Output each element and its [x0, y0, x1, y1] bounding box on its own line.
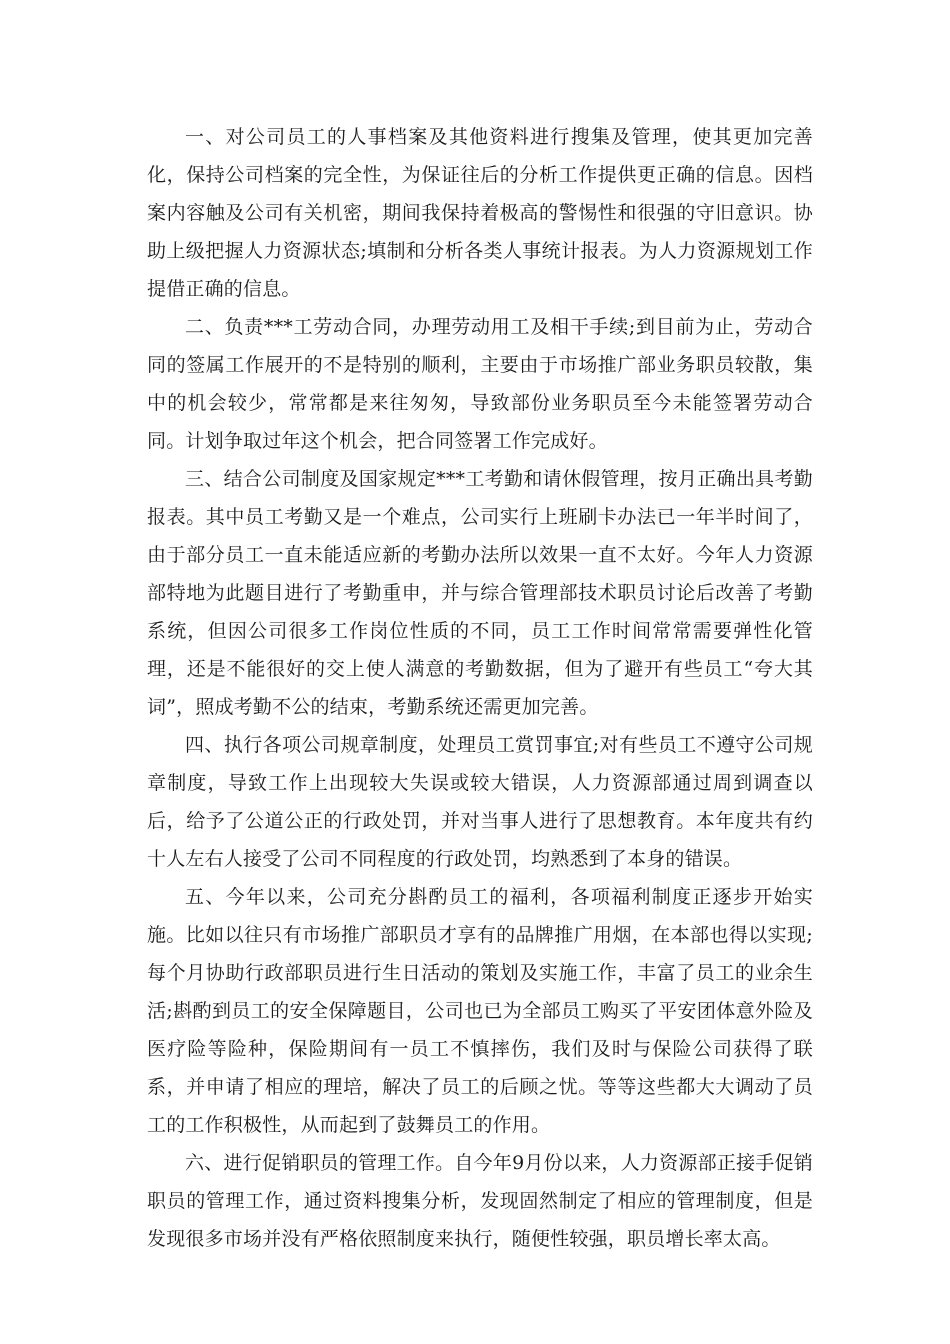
- paragraph-5: 五、今年以来，公司充分斟酌员工的福利，各项福利制度正逐步开始实施。比如以往只有市场推广部职员才享有的品牌推广用烟，在本部也得以实现;每个月协助行政部职员进行生日活动的策划及实施工作，丰富了员工的业余生活;斟酌到员工的安全保障题目，公司也已为全部员工购买了平安团体意外险及医疗险等险种，保险期间有一员工不慎摔伤，我们及时与保险公司获得了联系，并申请了相应的理培，解决了员工的后顾之忧。等等这些都大大调动了员工的工作积极性，从而起到了鼓舞员工的作用。: [147, 886, 813, 1136]
- document-body: [147, 118, 813, 1258]
- paragraph-2: 二、负责***工劳动合同，办理劳动用工及相干手续;到目前为止，劳动合同的签属工作展开的不是特别的顺利，主要由于市场推广部业务职员较散，集中的机会较少，常常都是来往匆匆，导致部份业务职员至今未能签署劳动合同。计划争取过年这个机会，把合同签署工作完成好。: [147, 316, 813, 452]
- paragraph-4: 四、执行各项公司规章制度，处理员工赏罚事宜;对有些员工不遵守公司规章制度，导致工作上出现较大失误或较大错误，人力资源部通过周到调查以后，给予了公道公正的行政处罚，并对当事人进行了思想教育。本年度共有约十人左右人接受了公司不同程度的行政处罚，均熟悉到了本身的错误。: [147, 734, 813, 870]
- paragraph-6: 六、进行促销职员的管理工作。自今年9月份以来，人力资源部正接手促销职员的管理工作，通过资料搜集分析，发现固然制定了相应的管理制度，但是发现很多市场并没有严格依照制度来执行，随便性较强，职员增长率太高。: [147, 1152, 813, 1250]
- paragraph-1: 一、对公司员工的人事档案及其他资料进行搜集及管理，使其更加完善化，保持公司档案的完全性，为保证往后的分析工作提供更正确的信息。因档案内容触及公司有关机密，期间我保持着极高的警惕性和很强的守旧意识。协助上级把握人力资源状态;填制和分析各类人事统计报表。为人力资源规划工作提借正确的信息。: [147, 126, 813, 300]
- paragraph-3: 三、结合公司制度及国家规定***工考勤和请休假管理，按月正确出具考勤报表。其中员工考勤又是一个难点，公司实行上班刷卡办法已一年半时间了，由于部分员工一直未能适应新的考勤办法所以效果一直不太好。今年人力资源部特地为此题目进行了考勤重申，并与综合管理部技术职员讨论后改善了考勤系统，但因公司很多工作岗位性质的不同，员工工作时间常常需要弹性化管理，还是不能很好的交上使人满意的考勤数据，但为了避开有些员工“夸大其词”，照成考勤不公的结束，考勤系统还需更加完善。: [147, 468, 813, 718]
